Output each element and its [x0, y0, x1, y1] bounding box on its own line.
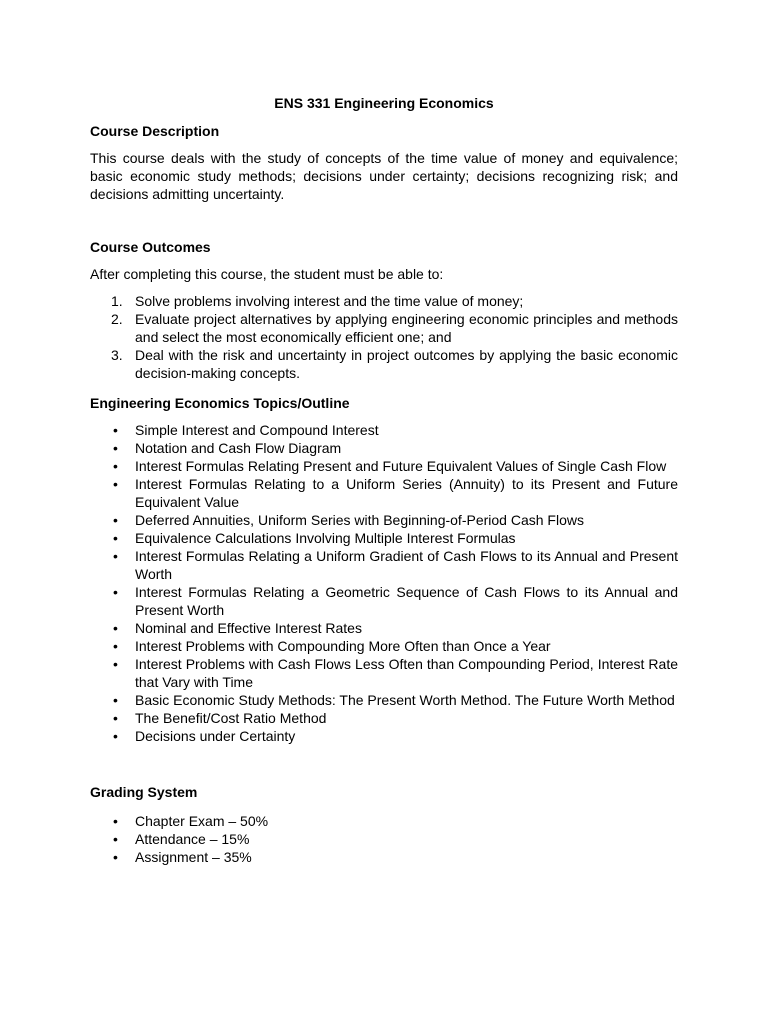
- topics-list: [90, 421, 678, 745]
- topic-text: Decisions under Certainty: [135, 728, 296, 744]
- topic-item: [90, 421, 678, 439]
- course-description-section: [90, 122, 678, 203]
- grading-text: Assignment – 35%: [135, 849, 252, 865]
- grading-text: Attendance – 15%: [135, 831, 250, 847]
- topic-item: [90, 475, 678, 511]
- topic-item: [90, 619, 678, 637]
- outcome-text: Evaluate project alternatives by applying engineering economic principles and methods and select the most economically efficient one; and: [135, 311, 678, 345]
- grading-list: [90, 812, 678, 866]
- topic-text: Notation and Cash Flow Diagram: [135, 440, 342, 456]
- topic-item: [90, 583, 678, 619]
- course-description-text: This course deals with the study of concepts of the time value of money and equivalence; basic economic study methods; decisions under certainty; decisions recognizing risk; and decisions admitting uncertainty.: [90, 150, 678, 202]
- outcome-number: 2.: [111, 311, 123, 327]
- bullet-icon: •: [113, 656, 118, 672]
- bullet-icon: •: [113, 440, 118, 456]
- topic-item: [90, 655, 678, 691]
- course-outcomes-list: [90, 292, 678, 382]
- bullet-icon: •: [113, 458, 118, 474]
- topic-text: Interest Formulas Relating to a Uniform Series (Annuity) to its Present and Future Equivalent Value: [135, 476, 678, 510]
- outcome-number: 1.: [111, 293, 123, 309]
- topic-item: [90, 547, 678, 583]
- topic-text: Interest Formulas Relating a Uniform Gradient of Cash Flows to its Annual and Present Worth: [135, 548, 678, 582]
- topic-text: Deferred Annuities, Uniform Series with Beginning-of-Period Cash Flows: [135, 512, 584, 528]
- outcome-item: [90, 346, 678, 382]
- topic-item: [90, 727, 678, 745]
- bullet-icon: •: [113, 710, 118, 726]
- outcome-number: 3.: [111, 347, 123, 363]
- bullet-icon: •: [113, 422, 118, 438]
- bullet-icon: •: [113, 548, 118, 564]
- topic-text: The Benefit/Cost Ratio Method: [135, 710, 327, 726]
- topic-item: [90, 439, 678, 457]
- bullet-icon: •: [113, 512, 118, 528]
- topic-text: Interest Formulas Relating Present and Future Equivalent Values of Single Cash Flow: [135, 458, 667, 474]
- document-page: [90, 94, 678, 866]
- outcome-item: [90, 310, 678, 346]
- course-description-heading: Course Description: [90, 123, 220, 139]
- bullet-icon: •: [113, 584, 118, 600]
- bullet-icon: •: [113, 530, 118, 546]
- course-outcomes-intro: After completing this course, the student must be able to:: [90, 266, 444, 282]
- topic-text: Interest Problems with Compounding More Often than Once a Year: [135, 638, 551, 654]
- topic-text: Basic Economic Study Methods: The Present Worth Method. The Future Worth Method: [135, 692, 675, 708]
- grading-item: [90, 848, 678, 866]
- topics-section: [90, 394, 678, 745]
- bullet-icon: •: [113, 476, 118, 492]
- topics-heading: Engineering Economics Topics/Outline: [90, 395, 350, 411]
- topic-item: [90, 511, 678, 529]
- bullet-icon: •: [113, 849, 118, 865]
- topic-text: Nominal and Effective Interest Rates: [135, 620, 362, 636]
- outcome-text: Solve problems involving interest and the time value of money;: [135, 293, 524, 309]
- grading-text: Chapter Exam – 50%: [135, 813, 269, 829]
- bullet-icon: •: [113, 692, 118, 708]
- course-outcomes-section: [90, 238, 678, 382]
- topic-item: [90, 709, 678, 727]
- topic-text: Interest Problems with Cash Flows Less Often than Compounding Period, Interest Rate that Vary with Time: [135, 656, 678, 690]
- outcome-item: [90, 292, 678, 310]
- bullet-icon: •: [113, 620, 118, 636]
- grading-item: [90, 830, 678, 848]
- outcome-text: Deal with the risk and uncertainty in project outcomes by applying the basic economic decision-making concepts.: [135, 347, 678, 381]
- topic-item: [90, 457, 678, 475]
- topic-item: [90, 637, 678, 655]
- bullet-icon: •: [113, 728, 118, 744]
- topic-text: Equivalence Calculations Involving Multiple Interest Formulas: [135, 530, 516, 546]
- grading-heading: Grading System: [90, 784, 198, 800]
- topic-text: Interest Formulas Relating a Geometric Sequence of Cash Flows to its Annual and Present Worth: [135, 584, 678, 618]
- bullet-icon: •: [113, 813, 118, 829]
- document-title: ENS 331 Engineering Economics: [274, 95, 494, 111]
- topic-text: Simple Interest and Compound Interest: [135, 422, 379, 438]
- topic-item: [90, 691, 678, 709]
- grading-section: [90, 783, 678, 866]
- grading-item: [90, 812, 678, 830]
- bullet-icon: •: [113, 831, 118, 847]
- topic-item: [90, 529, 678, 547]
- course-outcomes-heading: Course Outcomes: [90, 239, 211, 255]
- bullet-icon: •: [113, 638, 118, 654]
